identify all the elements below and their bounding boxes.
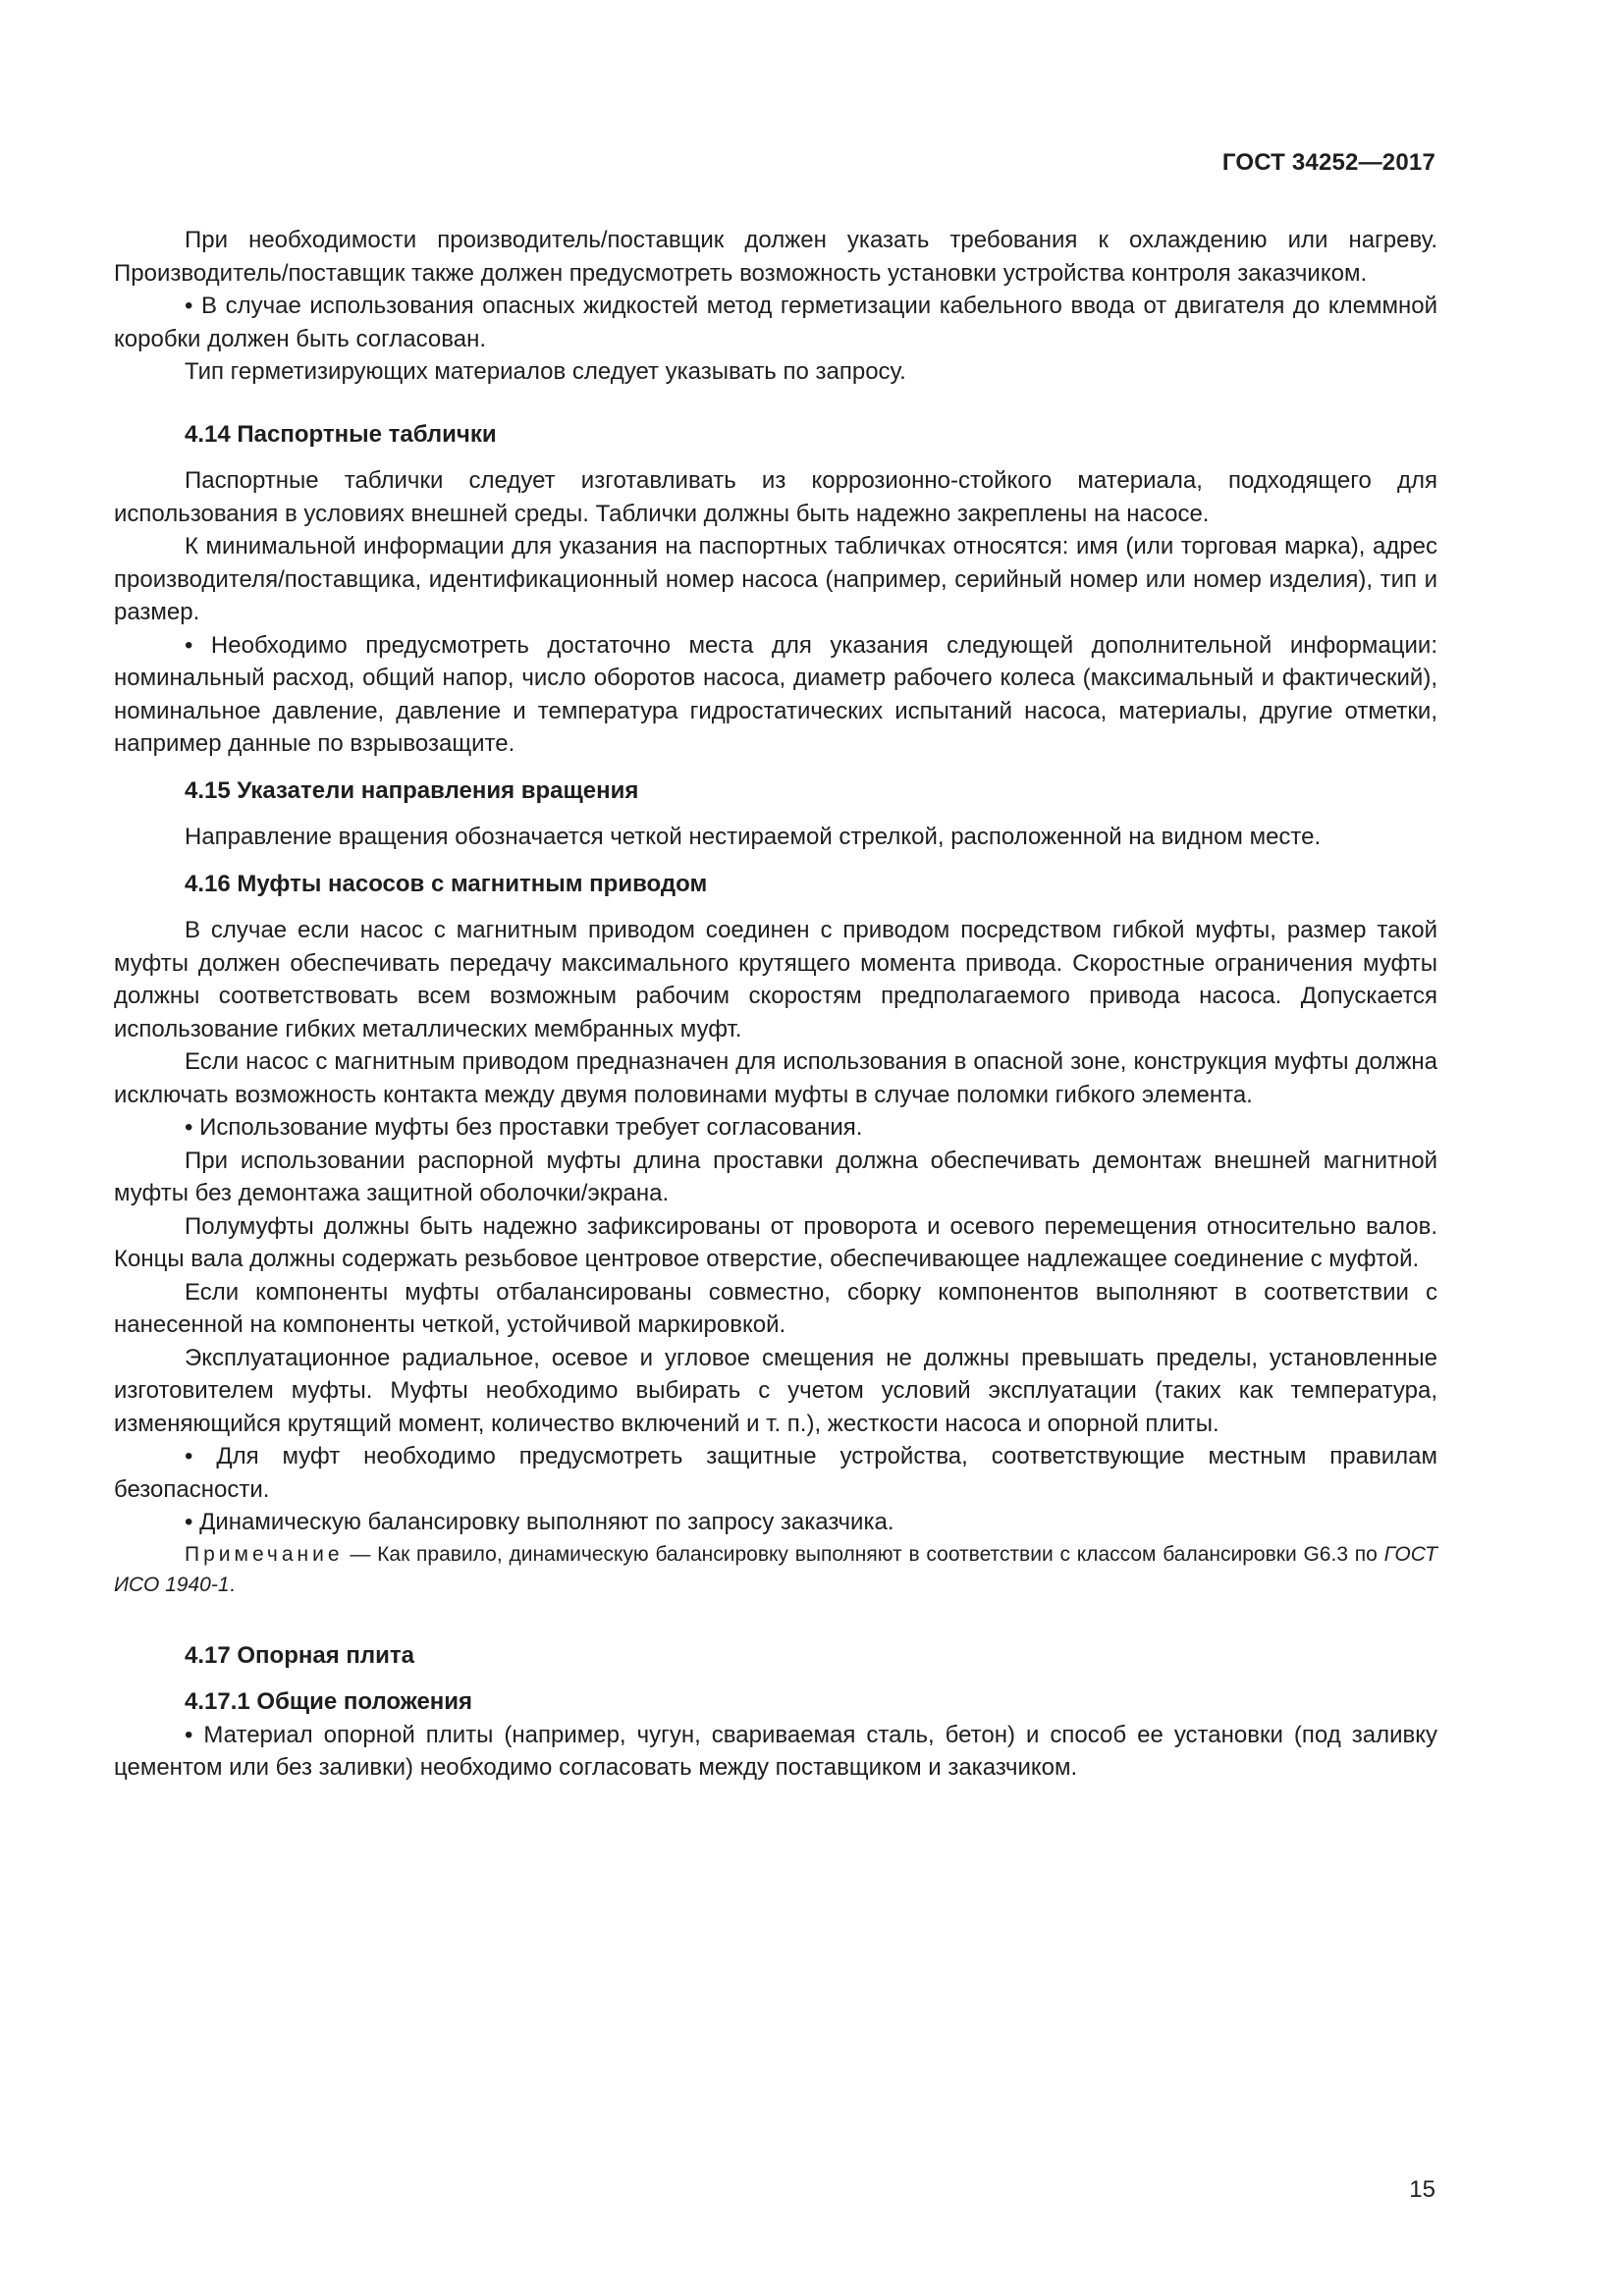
section-heading-4-16: 4.16 Муфты насосов с магнитным приводом (185, 870, 708, 897)
paragraph: • Для муфт необходимо предусмотреть защитные устройства, соответствующие местным правилам безопасности. (114, 1443, 1437, 1503)
note-reference: ГОСТ ИСО 1940-1 (114, 1542, 1437, 1596)
section-heading-4-14: 4.14 Паспортные таблички (185, 420, 497, 448)
paragraph: Если компоненты муфты отбалансированы совместно, сборку компонентов выполняют в соответствии с нанесенной на компоненты четкой, устойчивой маркировкой. (114, 1278, 1437, 1338)
note-label: Примечание (185, 1542, 344, 1566)
note-dash: — (343, 1542, 378, 1566)
page-number: 15 (1409, 2176, 1435, 2203)
paragraph: Паспортные таблички следует изготавливать из коррозионно-стойкого материала, подходящего для использования в условиях внешней среды. Таблички должны быть надежно закреплены на насосе. (114, 467, 1437, 527)
paragraph: • Необходимо предусмотреть достаточно места для указания следующей дополнительной информации: номинальный расход, общий напор, число оборотов насоса, диаметр рабочего колеса (максимальный и фактический), номинальное давление, давление и температура гидростатических испытаний насоса, материалы, другие отметки, например данные по взрывозащите. (114, 631, 1437, 757)
paragraph: Направление вращения обозначается четкой нестираемой стрелкой, расположенной на видном месте. (185, 824, 1322, 850)
paragraph: При использовании распорной муфты длина проставки должна обеспечивать демонтаж внешней магнитной муфты без демонтажа защитной оболочки/экрана. (114, 1147, 1437, 1206)
section-heading-4-15: 4.15 Указатели направления вращения (185, 776, 639, 804)
note-text: Как правило, динамическую балансировку выполняют в соответствии с классом балансировки G6.3 по (377, 1542, 1384, 1566)
paragraph: • Материал опорной плиты (например, чугун, свариваемая сталь, бетон) и способ ее установки (под заливку цементом или без заливки) необходимо согласовать между поставщиком и заказчиком. (114, 1721, 1437, 1781)
paragraph: • Динамическую балансировку выполняют по запросу заказчика. (185, 1509, 894, 1535)
document-header: ГОСТ 34252—2017 (1221, 149, 1435, 176)
subsection-heading-4-17-1: 4.17.1 Общие положения (185, 1688, 473, 1715)
paragraph: Тип герметизирующих материалов следует указывать по запросу. (185, 358, 906, 385)
paragraph: При необходимости производитель/поставщик должен указать требования к охлаждению или нагреву. Производитель/поставщик также должен предусмотреть возможность установки устройства контроля заказчиком. (114, 227, 1437, 287)
note (114, 1539, 1437, 1600)
paragraph: Полумуфты должны быть надежно зафиксированы от проворота и осевого перемещения относительно валов. Концы вала должны содержать резьбовое центровое отверстие, обеспечивающее надлежащее соединение с муфтой. (114, 1212, 1437, 1272)
paragraph: Эксплуатационное радиальное, осевое и угловое смещения не должны превышать пределы, установленные изготовителем муфты. Муфты необходимо выбирать с учетом условий эксплуатации (таких как температура, изменяющийся крутящий момент, количество включений и т. п.), жесткости насоса и опорной плиты. (114, 1344, 1437, 1437)
document-body (114, 224, 1437, 1785)
paragraph: Если насос с магнитным приводом предназначен для использования в опасной зоне, конструкция муфты должна исключать возможность контакта между двумя половинами муфты в случае поломки гибкого элемента. (114, 1048, 1437, 1108)
paragraph: • В случае использования опасных жидкостей метод герметизации кабельного ввода от двигателя до клеммной коробки должен быть согласован. (114, 293, 1437, 352)
section-heading-4-17: 4.17 Опорная плита (185, 1641, 414, 1669)
paragraph: • Использование муфты без проставки требует согласования. (185, 1114, 863, 1141)
note-end: . (229, 1573, 236, 1596)
paragraph: В случае если насос с магнитным приводом соединен с приводом посредством гибкой муфты, размер такой муфты должен обеспечивать передачу максимального крутящего момента привода. Скоростные ограничения муфты должны соответствовать всем возможным рабочим скоростям предполагаемого привода насоса. Допускается использование гибких металлических мембранных муфт. (114, 917, 1437, 1042)
paragraph: К минимальной информации для указания на паспортных табличках относятся: имя (или торговая марка), адрес производителя/поставщика, идентификационный номер насоса (например, серийный номер или номер изделия), тип и размер. (114, 533, 1437, 625)
